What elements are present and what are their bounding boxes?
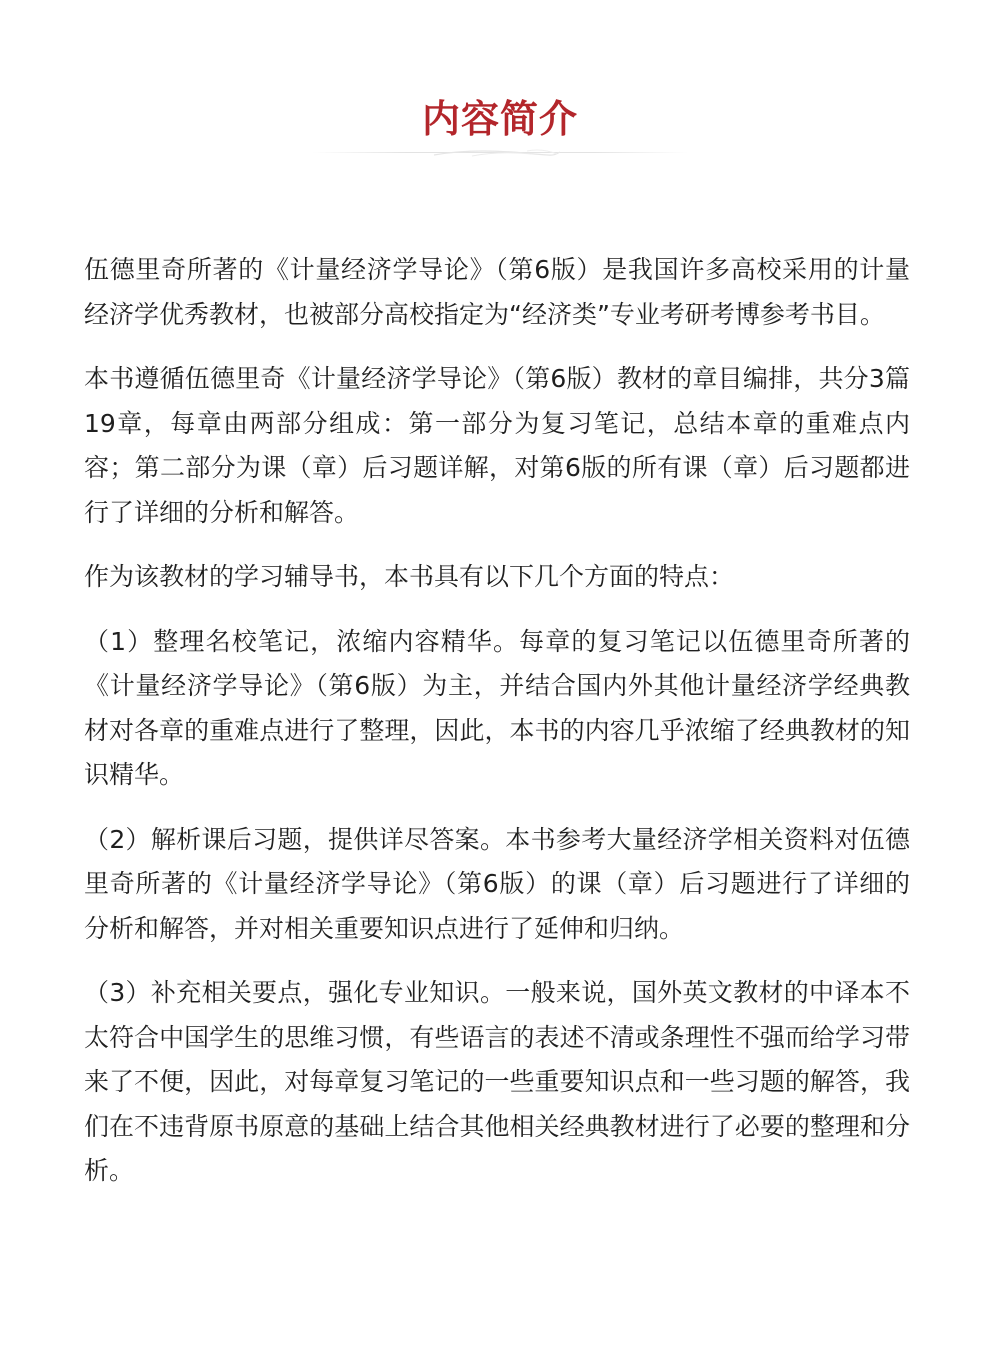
paragraph-feature-2: （2）解析课后习题，提供详尽答案。本书参考大量经济学相关资料对伍德里奇所著的《计量经济学导论》（第6版）的课（章）后习题进行了详细的分析和解答，并对相关重要知识点进行了延伸和归纳。 [84,824,910,943]
divider-ornament [432,148,562,158]
title-divider [312,148,688,158]
paragraph-structure: 本书遵循伍德里奇《计量经济学导论》（第6版）教材的章目编排，共分3篇19章，每章由两部分组成：第一部分为复习笔记，总结本章的重难点内容；第二部分为课（章）后习题详解，对第6版的所有课（章）后习题都进行了详细的分析和解答。 [84,364,910,527]
paragraph-overview: 伍德里奇所著的《计量经济学导论》（第6版）是我国许多高校采用的计量经济学优秀教材，也被部分高校指定为“经济类”专业考研考博参考书目。 [84,255,910,329]
intro-body [84,248,910,1214]
paragraph-feature-3: （3）补充相关要点，强化专业知识。一般来说，国外英文教材的中译本不太符合中国学生的思维习惯，有些语言的表述不清或条理性不强而给学习带来了不便，因此，对每章复习笔记的一些重要知识点和一些习题的解答，我们在不违背原书原意的基础上结合其他相关经典教材进行了必要的整理和分析。 [84,978,910,1185]
paragraph-features-intro: 作为该教材的学习辅导书，本书具有以下几个方面的特点： [84,562,735,591]
paragraph-feature-1: （1）整理名校笔记，浓缩内容精华。每章的复习笔记以伍德里奇所著的《计量经济学导论》（第6版）为主，并结合国内外其他计量经济学经典教材对各章的重难点进行了整理，因此，本书的内容几乎浓缩了经典教材的知识精华。 [84,626,910,789]
page-title: 内容简介 [421,97,578,142]
